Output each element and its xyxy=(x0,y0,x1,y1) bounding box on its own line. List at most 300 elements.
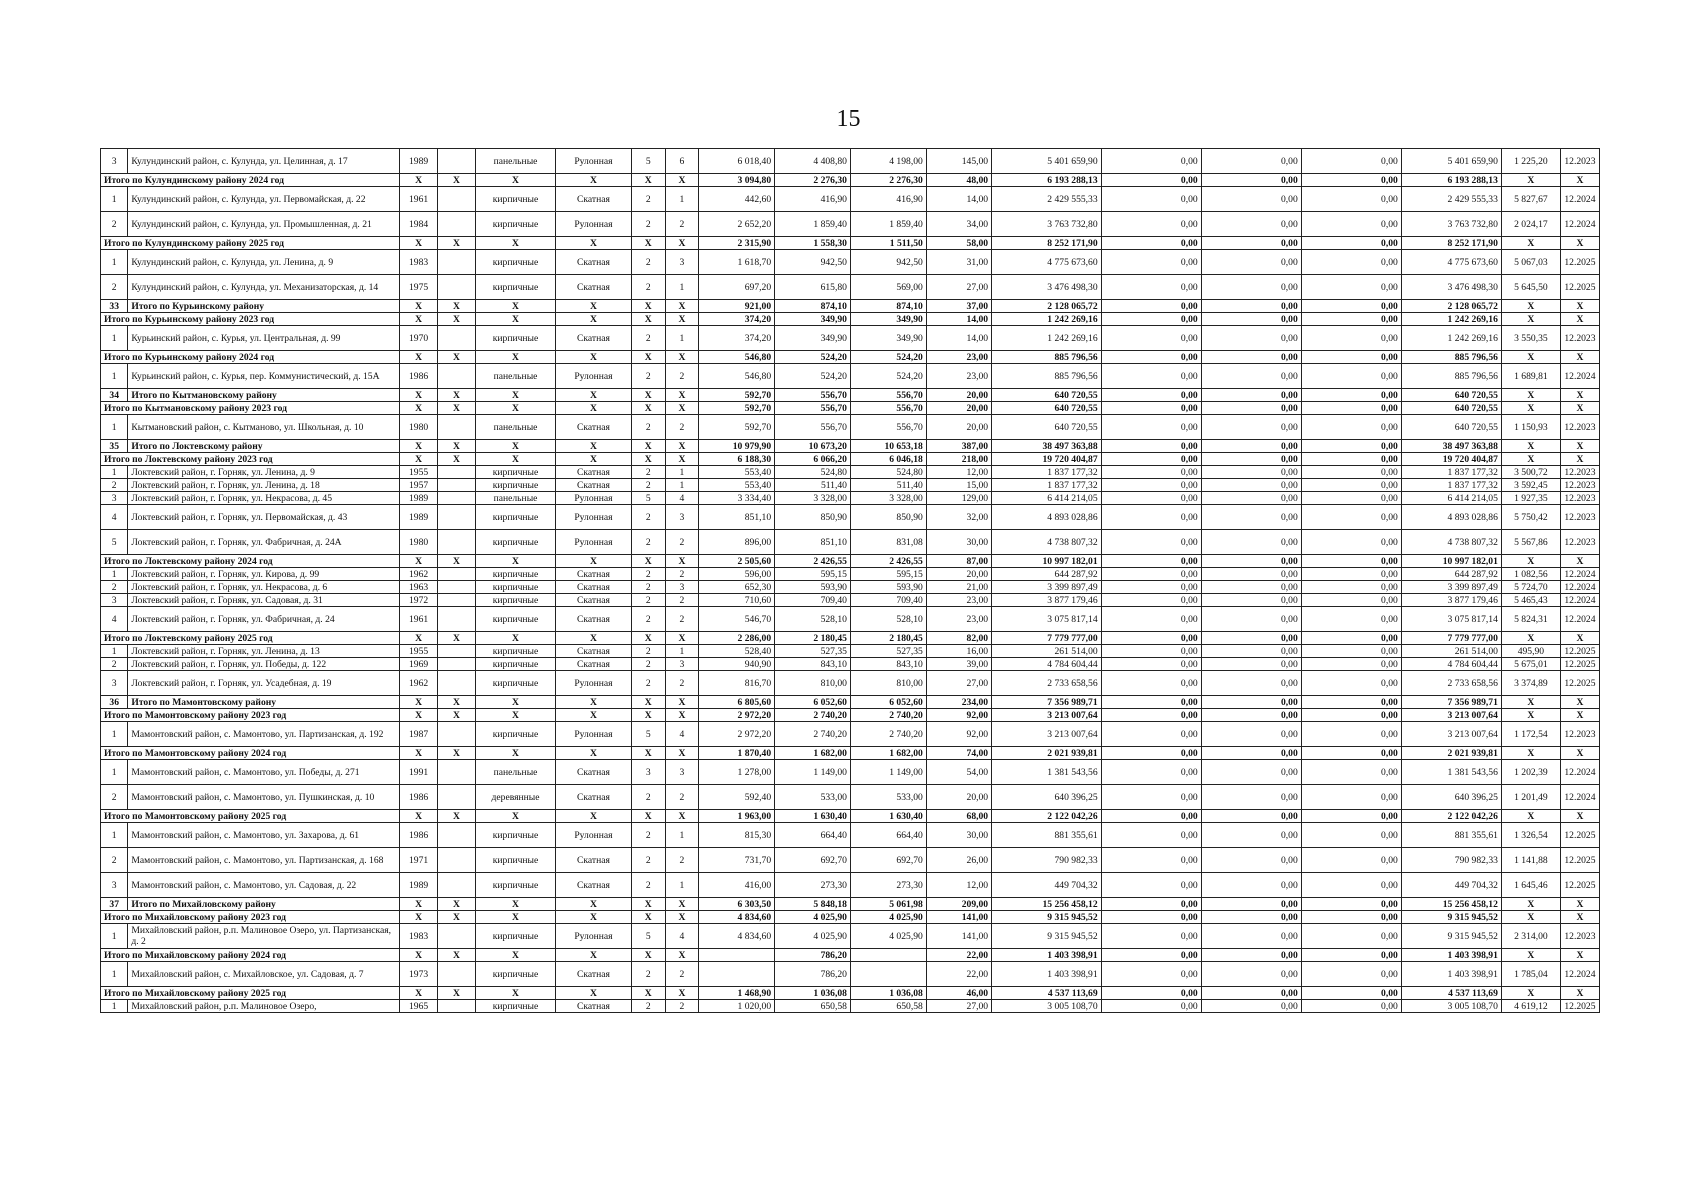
cost-local-cell: 0,00 xyxy=(1301,924,1401,949)
entrances-cell: X xyxy=(665,300,699,313)
residents-cell: 20,00 xyxy=(926,415,991,440)
total-label: Итого по Кытмановскому району 2023 год xyxy=(101,402,400,415)
blank-cell xyxy=(438,848,476,873)
year-cell: 1962 xyxy=(400,568,438,581)
wall-material-cell: X xyxy=(475,747,555,760)
blank-cell: X xyxy=(438,351,476,364)
blank-cell xyxy=(438,505,476,530)
unit-cost-cell: 2 024,17 xyxy=(1501,212,1560,237)
wall-material-cell: кирпичные xyxy=(475,823,555,848)
unit-cost-cell: 2 314,00 xyxy=(1501,924,1560,949)
cost-total-cell: 1 837 177,32 xyxy=(992,466,1102,479)
cost-fund-cell: 0,00 xyxy=(1101,351,1201,364)
area-total-cell: 652,30 xyxy=(699,581,775,594)
wall-material-cell: кирпичные xyxy=(475,607,555,632)
cost-total-cell: 4 784 604,44 xyxy=(992,658,1102,671)
roof-type-cell: Скатная xyxy=(556,760,632,785)
blank-cell: X xyxy=(438,300,476,313)
entrances-cell: 3 xyxy=(665,505,699,530)
table-row xyxy=(101,760,1600,785)
residents-cell: 22,00 xyxy=(926,962,991,987)
cost-local-cell: 0,00 xyxy=(1301,187,1401,212)
roof-type-cell: Рулонная xyxy=(556,492,632,505)
total-label: Итого по Курьинскому району 2024 год xyxy=(101,351,400,364)
cost-regional-cell: 0,00 xyxy=(1201,453,1301,466)
cost-total-cell: 6 414 214,05 xyxy=(992,492,1102,505)
area-premises-cell: 6 052,60 xyxy=(775,696,851,709)
deadline-cell: 12.2023 xyxy=(1560,326,1599,351)
year-cell: X xyxy=(400,313,438,326)
blank-cell: X xyxy=(438,632,476,645)
area-total-cell: 596,00 xyxy=(699,568,775,581)
roof-type-cell: Рулонная xyxy=(556,149,632,174)
wall-material-cell: X xyxy=(475,949,555,962)
blank-cell xyxy=(438,250,476,275)
year-total-row xyxy=(101,987,1600,1000)
year-cell: X xyxy=(400,174,438,187)
entrances-cell: 1 xyxy=(665,645,699,658)
roof-type-cell: Скатная xyxy=(556,581,632,594)
cost-regional-cell: 0,00 xyxy=(1201,594,1301,607)
year-total-row xyxy=(101,237,1600,250)
total-label: Итого по Курьинскому району 2023 год xyxy=(101,313,400,326)
row-number: 1 xyxy=(101,364,128,389)
deadline-cell: 12.2025 xyxy=(1560,873,1599,898)
cost-owners-cell: 3 213 007,64 xyxy=(1401,709,1501,722)
year-cell: X xyxy=(400,440,438,453)
area-residential-cell: 810,00 xyxy=(850,671,926,696)
table-row xyxy=(101,187,1600,212)
area-premises-cell: 4 025,90 xyxy=(775,911,851,924)
row-number: 3 xyxy=(101,594,128,607)
cost-total-cell: 261 514,00 xyxy=(992,645,1102,658)
year-cell: X xyxy=(400,351,438,364)
cost-local-cell: 0,00 xyxy=(1301,453,1401,466)
cost-total-cell: 3 877 179,46 xyxy=(992,594,1102,607)
cost-fund-cell: 0,00 xyxy=(1101,898,1201,911)
table-row xyxy=(101,823,1600,848)
area-premises-cell: 850,90 xyxy=(775,505,851,530)
area-residential-cell: 524,20 xyxy=(850,364,926,389)
cost-local-cell: 0,00 xyxy=(1301,479,1401,492)
cost-local-cell: 0,00 xyxy=(1301,212,1401,237)
blank-cell: X xyxy=(438,389,476,402)
blank-cell: X xyxy=(438,174,476,187)
floors-cell: 2 xyxy=(631,568,665,581)
entrances-cell: 4 xyxy=(665,722,699,747)
residents-cell: 15,00 xyxy=(926,479,991,492)
wall-material-cell: кирпичные xyxy=(475,187,555,212)
cost-total-cell: 885 796,56 xyxy=(992,351,1102,364)
entrances-cell: 2 xyxy=(665,1000,699,1013)
cost-regional-cell: 0,00 xyxy=(1201,250,1301,275)
year-cell: 1972 xyxy=(400,594,438,607)
area-residential-cell: 349,90 xyxy=(850,326,926,351)
cost-fund-cell: 0,00 xyxy=(1101,594,1201,607)
cost-local-cell: 0,00 xyxy=(1301,898,1401,911)
cost-local-cell: 0,00 xyxy=(1301,466,1401,479)
area-premises-cell: 1 682,00 xyxy=(775,747,851,760)
cost-local-cell: 0,00 xyxy=(1301,671,1401,696)
unit-cost-cell: 1 225,20 xyxy=(1501,149,1560,174)
row-number: 2 xyxy=(101,581,128,594)
total-label: Итого по Мамонтовскому району 2023 год xyxy=(101,709,400,722)
cost-regional-cell: 0,00 xyxy=(1201,911,1301,924)
district-total-row xyxy=(101,389,1600,402)
blank-cell xyxy=(438,568,476,581)
cost-owners-cell: 640 720,55 xyxy=(1401,402,1501,415)
cost-fund-cell: 0,00 xyxy=(1101,174,1201,187)
roof-type-cell: Рулонная xyxy=(556,364,632,389)
entrances-cell: X xyxy=(665,313,699,326)
cost-owners-cell: 15 256 458,12 xyxy=(1401,898,1501,911)
table-row xyxy=(101,581,1600,594)
district-total-row xyxy=(101,696,1600,709)
area-total-cell: 2 972,20 xyxy=(699,709,775,722)
unit-cost-cell: 3 374,89 xyxy=(1501,671,1560,696)
roof-type-cell: Скатная xyxy=(556,326,632,351)
unit-cost-cell: X xyxy=(1501,987,1560,1000)
cost-regional-cell: 0,00 xyxy=(1201,785,1301,810)
address-cell: Михайловский район, р.п. Малиновое Озеро, ул. Партизанская, д. 2 xyxy=(128,924,400,949)
year-cell: X xyxy=(400,555,438,568)
blank-cell xyxy=(438,479,476,492)
area-total-cell: 4 834,60 xyxy=(699,911,775,924)
unit-cost-cell: X xyxy=(1501,453,1560,466)
address-cell: Локтевский район, г. Горняк, ул. Фабричная, д. 24А xyxy=(128,530,400,555)
roof-type-cell: Скатная xyxy=(556,658,632,671)
cost-regional-cell: 0,00 xyxy=(1201,389,1301,402)
area-residential-cell: 874,10 xyxy=(850,300,926,313)
table-row xyxy=(101,212,1600,237)
deadline-cell: X xyxy=(1560,747,1599,760)
year-total-row xyxy=(101,453,1600,466)
wall-material-cell: кирпичные xyxy=(475,250,555,275)
area-total-cell: 6 018,40 xyxy=(699,149,775,174)
area-total-cell: 553,40 xyxy=(699,479,775,492)
area-premises-cell: 511,40 xyxy=(775,479,851,492)
cost-fund-cell: 0,00 xyxy=(1101,607,1201,632)
cost-regional-cell: 0,00 xyxy=(1201,402,1301,415)
entrances-cell: X xyxy=(665,453,699,466)
residents-cell: 14,00 xyxy=(926,313,991,326)
cost-regional-cell: 0,00 xyxy=(1201,607,1301,632)
roof-type-cell: X xyxy=(556,949,632,962)
year-total-row xyxy=(101,402,1600,415)
area-total-cell: 10 979,90 xyxy=(699,440,775,453)
wall-material-cell: кирпичные xyxy=(475,530,555,555)
wall-material-cell: панельные xyxy=(475,760,555,785)
roof-type-cell: Рулонная xyxy=(556,823,632,848)
cost-regional-cell: 0,00 xyxy=(1201,275,1301,300)
cost-local-cell: 0,00 xyxy=(1301,911,1401,924)
cost-total-cell: 640 720,55 xyxy=(992,402,1102,415)
row-number: 36 xyxy=(101,696,128,709)
district-total-row xyxy=(101,440,1600,453)
area-residential-cell: 556,70 xyxy=(850,402,926,415)
cost-total-cell: 2 429 555,33 xyxy=(992,187,1102,212)
cost-regional-cell: 0,00 xyxy=(1201,848,1301,873)
area-premises-cell: 556,70 xyxy=(775,389,851,402)
cost-owners-cell: 2 429 555,33 xyxy=(1401,187,1501,212)
cost-total-cell: 640 720,55 xyxy=(992,389,1102,402)
cost-owners-cell: 2 021 939,81 xyxy=(1401,747,1501,760)
table-row xyxy=(101,568,1600,581)
wall-material-cell: кирпичные xyxy=(475,924,555,949)
address-cell: Курьинский район, с. Курья, ул. Центральная, д. 99 xyxy=(128,326,400,351)
floors-cell: 3 xyxy=(631,760,665,785)
unit-cost-cell: 1 927,35 xyxy=(1501,492,1560,505)
floors-cell: 2 xyxy=(631,275,665,300)
floors-cell: 5 xyxy=(631,149,665,174)
unit-cost-cell: 5 675,01 xyxy=(1501,658,1560,671)
cost-local-cell: 0,00 xyxy=(1301,873,1401,898)
area-residential-cell: 10 653,18 xyxy=(850,440,926,453)
cost-regional-cell: 0,00 xyxy=(1201,949,1301,962)
area-premises-cell: 349,90 xyxy=(775,326,851,351)
area-total-cell: 1 870,40 xyxy=(699,747,775,760)
area-total-cell: 592,70 xyxy=(699,415,775,440)
residents-cell: 31,00 xyxy=(926,250,991,275)
address-cell: Локтевский район, г. Горняк, ул. Ленина, д. 13 xyxy=(128,645,400,658)
wall-material-cell: кирпичные xyxy=(475,275,555,300)
deadline-cell: X xyxy=(1560,555,1599,568)
area-premises-cell: 528,10 xyxy=(775,607,851,632)
total-label: Итого по Кулундинскому району 2025 год xyxy=(101,237,400,250)
area-residential-cell: 4 198,00 xyxy=(850,149,926,174)
deadline-cell: 12.2023 xyxy=(1560,466,1599,479)
total-label: Итого по Михайловскому району 2023 год xyxy=(101,911,400,924)
floors-cell: 2 xyxy=(631,594,665,607)
unit-cost-cell: X xyxy=(1501,898,1560,911)
cost-owners-cell: 3 476 498,30 xyxy=(1401,275,1501,300)
blank-cell xyxy=(438,212,476,237)
cost-local-cell: 0,00 xyxy=(1301,987,1401,1000)
area-total-cell: 416,00 xyxy=(699,873,775,898)
cost-total-cell: 5 401 659,90 xyxy=(992,149,1102,174)
cost-total-cell: 4 775 673,60 xyxy=(992,250,1102,275)
cost-local-cell: 0,00 xyxy=(1301,747,1401,760)
cost-total-cell: 3 005 108,70 xyxy=(992,1000,1102,1013)
cost-local-cell: 0,00 xyxy=(1301,810,1401,823)
roof-type-cell: X xyxy=(556,389,632,402)
cost-fund-cell: 0,00 xyxy=(1101,962,1201,987)
blank-cell xyxy=(438,326,476,351)
area-total-cell: 710,60 xyxy=(699,594,775,607)
table-row xyxy=(101,594,1600,607)
unit-cost-cell: X xyxy=(1501,747,1560,760)
blank-cell xyxy=(438,607,476,632)
address-cell: Локтевский район, г. Горняк, ул. Фабричная, д. 24 xyxy=(128,607,400,632)
cost-total-cell: 3 476 498,30 xyxy=(992,275,1102,300)
area-total-cell: 896,00 xyxy=(699,530,775,555)
blank-cell xyxy=(438,962,476,987)
cost-regional-cell: 0,00 xyxy=(1201,722,1301,747)
cost-total-cell: 7 356 989,71 xyxy=(992,696,1102,709)
cost-owners-cell: 640 720,55 xyxy=(1401,389,1501,402)
district-total-row xyxy=(101,300,1600,313)
cost-local-cell: 0,00 xyxy=(1301,326,1401,351)
floors-cell: X xyxy=(631,810,665,823)
cost-local-cell: 0,00 xyxy=(1301,632,1401,645)
year-total-row xyxy=(101,351,1600,364)
cost-fund-cell: 0,00 xyxy=(1101,149,1201,174)
unit-cost-cell: 1 082,56 xyxy=(1501,568,1560,581)
entrances-cell: 1 xyxy=(665,823,699,848)
cost-total-cell: 10 997 182,01 xyxy=(992,555,1102,568)
roof-type-cell: X xyxy=(556,313,632,326)
cost-regional-cell: 0,00 xyxy=(1201,760,1301,785)
row-number: 3 xyxy=(101,149,128,174)
unit-cost-cell: 5 724,70 xyxy=(1501,581,1560,594)
area-total-cell: 851,10 xyxy=(699,505,775,530)
entrances-cell: 4 xyxy=(665,924,699,949)
floors-cell: 2 xyxy=(631,607,665,632)
deadline-cell: X xyxy=(1560,632,1599,645)
floors-cell: 2 xyxy=(631,962,665,987)
cost-owners-cell: 1 837 177,32 xyxy=(1401,466,1501,479)
blank-cell: X xyxy=(438,987,476,1000)
cost-local-cell: 0,00 xyxy=(1301,492,1401,505)
deadline-cell: 12.2023 xyxy=(1560,924,1599,949)
unit-cost-cell: 1 201,49 xyxy=(1501,785,1560,810)
area-premises-cell: 1 859,40 xyxy=(775,212,851,237)
cost-local-cell: 0,00 xyxy=(1301,696,1401,709)
entrances-cell: 2 xyxy=(665,212,699,237)
cost-owners-cell: 3 005 108,70 xyxy=(1401,1000,1501,1013)
roof-type-cell: X xyxy=(556,300,632,313)
floors-cell: 2 xyxy=(631,658,665,671)
cost-fund-cell: 0,00 xyxy=(1101,275,1201,300)
floors-cell: X xyxy=(631,987,665,1000)
cost-owners-cell: 1 403 398,91 xyxy=(1401,949,1501,962)
cost-fund-cell: 0,00 xyxy=(1101,810,1201,823)
blank-cell: X xyxy=(438,402,476,415)
area-residential-cell: 2 180,45 xyxy=(850,632,926,645)
year-cell: X xyxy=(400,949,438,962)
wall-material-cell: X xyxy=(475,810,555,823)
year-cell: 1963 xyxy=(400,581,438,594)
blank-cell: X xyxy=(438,709,476,722)
area-premises-cell: 273,30 xyxy=(775,873,851,898)
roof-type-cell: Скатная xyxy=(556,594,632,607)
wall-material-cell: кирпичные xyxy=(475,962,555,987)
residents-cell: 14,00 xyxy=(926,187,991,212)
row-number: 1 xyxy=(101,722,128,747)
blank-cell xyxy=(438,530,476,555)
total-label: Итого по Мамонтовскому району xyxy=(128,696,400,709)
blank-cell: X xyxy=(438,911,476,924)
address-cell: Локтевский район, г. Горняк, ул. Садовая, д. 31 xyxy=(128,594,400,607)
area-premises-cell: 10 673,20 xyxy=(775,440,851,453)
area-premises-cell: 851,10 xyxy=(775,530,851,555)
area-total-cell: 2 652,20 xyxy=(699,212,775,237)
residents-cell: 20,00 xyxy=(926,389,991,402)
deadline-cell: 12.2024 xyxy=(1560,962,1599,987)
area-residential-cell: 556,70 xyxy=(850,389,926,402)
year-cell: 1986 xyxy=(400,364,438,389)
cost-regional-cell: 0,00 xyxy=(1201,823,1301,848)
cost-owners-cell: 3 763 732,80 xyxy=(1401,212,1501,237)
blank-cell xyxy=(438,492,476,505)
area-premises-cell: 593,90 xyxy=(775,581,851,594)
area-total-cell: 546,80 xyxy=(699,351,775,364)
wall-material-cell: X xyxy=(475,911,555,924)
area-total-cell: 6 805,60 xyxy=(699,696,775,709)
cost-fund-cell: 0,00 xyxy=(1101,848,1201,873)
area-residential-cell: 556,70 xyxy=(850,415,926,440)
floors-cell: 2 xyxy=(631,187,665,212)
cost-owners-cell: 881 355,61 xyxy=(1401,823,1501,848)
cost-total-cell: 2 021 939,81 xyxy=(992,747,1102,760)
cost-local-cell: 0,00 xyxy=(1301,848,1401,873)
year-cell: 1983 xyxy=(400,924,438,949)
wall-material-cell: кирпичные xyxy=(475,594,555,607)
total-label: Итого по Кулундинскому району 2024 год xyxy=(101,174,400,187)
blank-cell xyxy=(438,924,476,949)
unit-cost-cell: 5 567,86 xyxy=(1501,530,1560,555)
cost-fund-cell: 0,00 xyxy=(1101,911,1201,924)
total-label: Итого по Мамонтовскому району 2025 год xyxy=(101,810,400,823)
residents-cell: 30,00 xyxy=(926,530,991,555)
deadline-cell: X xyxy=(1560,453,1599,466)
address-cell: Михайловский район, р.п. Малиновое Озеро, xyxy=(128,1000,400,1013)
cost-fund-cell: 0,00 xyxy=(1101,492,1201,505)
address-cell: Мамонтовский район, с. Мамонтово, ул. Садовая, д. 22 xyxy=(128,873,400,898)
row-number: 34 xyxy=(101,389,128,402)
cost-owners-cell: 449 704,32 xyxy=(1401,873,1501,898)
floors-cell: X xyxy=(631,440,665,453)
cost-fund-cell: 0,00 xyxy=(1101,760,1201,785)
unit-cost-cell: 495,90 xyxy=(1501,645,1560,658)
deadline-cell: 12.2025 xyxy=(1560,671,1599,696)
year-cell: X xyxy=(400,632,438,645)
table-row xyxy=(101,848,1600,873)
unit-cost-cell: 1 172,54 xyxy=(1501,722,1560,747)
floors-cell: 2 xyxy=(631,671,665,696)
roof-type-cell: Скатная xyxy=(556,466,632,479)
area-premises-cell: 533,00 xyxy=(775,785,851,810)
address-cell: Кулундинский район, с. Кулунда, ул. Целинная, д. 17 xyxy=(128,149,400,174)
wall-material-cell: X xyxy=(475,300,555,313)
floors-cell: 2 xyxy=(631,505,665,530)
cost-fund-cell: 0,00 xyxy=(1101,632,1201,645)
area-total-cell: 6 303,50 xyxy=(699,898,775,911)
unit-cost-cell: X xyxy=(1501,949,1560,962)
deadline-cell: X xyxy=(1560,440,1599,453)
cost-regional-cell: 0,00 xyxy=(1201,568,1301,581)
roof-type-cell: X xyxy=(556,747,632,760)
unit-cost-cell: X xyxy=(1501,237,1560,250)
residents-cell: 34,00 xyxy=(926,212,991,237)
area-residential-cell: 1 036,08 xyxy=(850,987,926,1000)
floors-cell: X xyxy=(631,898,665,911)
cost-total-cell: 15 256 458,12 xyxy=(992,898,1102,911)
wall-material-cell: X xyxy=(475,987,555,1000)
unit-cost-cell: X xyxy=(1501,810,1560,823)
residents-cell: 46,00 xyxy=(926,987,991,1000)
address-cell: Локтевский район, г. Горняк, ул. Ленина, д. 9 xyxy=(128,466,400,479)
unit-cost-cell: X xyxy=(1501,555,1560,568)
blank-cell xyxy=(438,722,476,747)
cost-local-cell: 0,00 xyxy=(1301,250,1401,275)
cost-fund-cell: 0,00 xyxy=(1101,237,1201,250)
blank-cell xyxy=(438,275,476,300)
cost-total-cell: 4 738 807,32 xyxy=(992,530,1102,555)
row-number: 35 xyxy=(101,440,128,453)
total-label: Итого по Кытмановскому району xyxy=(128,389,400,402)
area-total-cell: 3 094,80 xyxy=(699,174,775,187)
